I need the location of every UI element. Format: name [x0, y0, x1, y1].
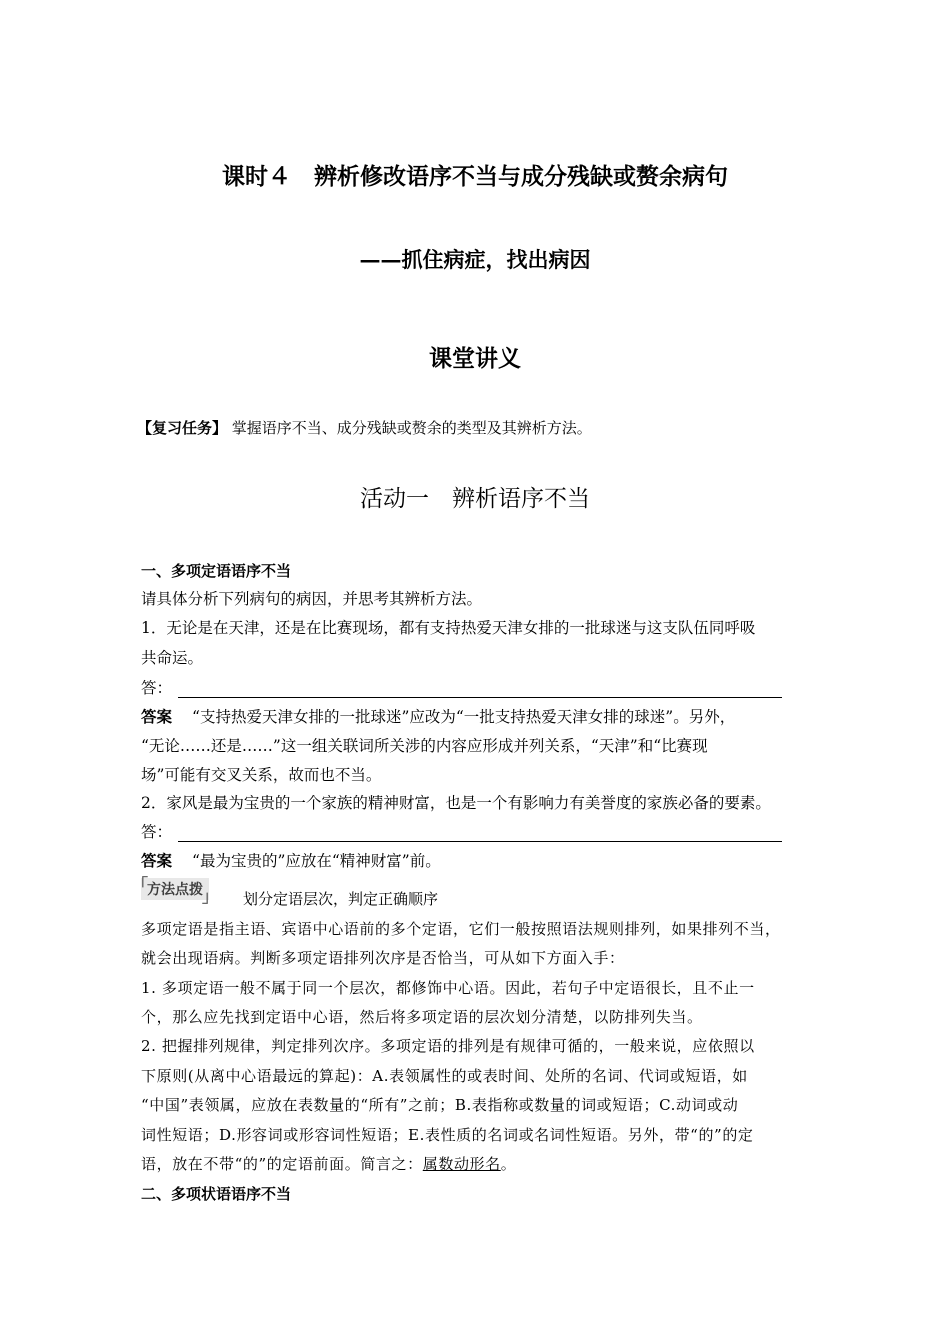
- question-2-line-1: 2．家风是最为宝贵的一个家族的精神财富，也是一个有影响力有美誉度的家族必备的要素。: [141, 794, 771, 812]
- review-task: [137, 417, 592, 438]
- method-line-7: “中国”表领属，应放在表数量的“所有”之前；B.表指称或数量的词或短语；C.动词或动: [141, 1096, 739, 1114]
- answer-2-line-1: 答案 “最为宝贵的”应放在“精神财富”前。: [141, 852, 441, 870]
- method-line-8: 词性短语；D.形容词或形容词性短语；E.表性质的名词或名词性短语。另外，带“的”的定: [141, 1126, 754, 1144]
- answer-label: 答案: [141, 708, 173, 726]
- page-title: 课时４ 辨析修改语序不当与成分残缺或赘余病句: [222, 164, 728, 190]
- question-1-line-1: 1．无论是在天津，还是在比赛现场，都有支持热爱天津女排的一批球迷与这支队伍同呼吸: [141, 619, 756, 637]
- part1-heading: 一、多项定语语序不当: [141, 562, 292, 580]
- review-label: 【复习任务】: [137, 419, 228, 437]
- answer-1-line-1: 答案 “支持热爱天津女排的一批球迷”应改为“一批支持热爱天津女排的球迷”。另外，: [141, 708, 736, 726]
- method-summary: 属数动形名: [422, 1155, 501, 1173]
- answer-prompt: 答：: [141, 679, 173, 697]
- page-subtitle: ——抓住病症，找出病因: [359, 247, 591, 272]
- answer-blank-2[interactable]: [178, 827, 782, 842]
- part1-intro: 请具体分析下列病句的病因，并思考其辨析方法。: [141, 590, 483, 608]
- method-badge: 「 方法点拨 」: [141, 878, 209, 900]
- method-title: 划分定语层次，判定正确顺序: [243, 890, 439, 908]
- answer-1-line-2: “无论……还是……”这一组关联词所关涉的内容应形成并列关系，“天津”和“比赛现: [141, 737, 708, 755]
- method-line-4: 个，那么应先找到定语中心语，然后将多项定语的层次划分清楚，以防排列失当。: [141, 1008, 703, 1026]
- question-1-line-2: 共命运。: [141, 649, 204, 667]
- section-title: 课堂讲义: [429, 346, 521, 372]
- answer-field-1[interactable]: [141, 676, 782, 698]
- method-line-3: 1. 多项定语一般不属于同一个层次，都修饰中心语。因此，若句子中定语很长，且不止一: [141, 979, 755, 997]
- answer-field-2[interactable]: [141, 820, 782, 842]
- activity-title: 活动一 辨析语序不当: [360, 486, 590, 512]
- method-line-6: 下原则(从离中心语最远的算起)：A.表领属性的或表时间、处所的名词、代词或短语，如: [141, 1067, 748, 1085]
- review-text: 掌握语序不当、成分残缺或赘余的类型及其辨析方法。: [231, 419, 592, 437]
- method-line-5: 2. 把握排列规律，判定排列次序。多项定语的排列是有规律可循的，一般来说，应依照以: [141, 1037, 755, 1055]
- method-line-9: 语，放在不带“的”的定语前面。简言之：属数动形名。: [141, 1155, 517, 1173]
- part2-heading: 二、多项状语语序不当: [141, 1185, 292, 1203]
- method-line-2: 就会出现语病。判断多项定语排列次序是否恰当，可从如下方面入手：: [141, 949, 625, 967]
- answer-1-line-3: 场”可能有交叉关系，故而也不当。: [141, 766, 382, 784]
- answer-blank-1[interactable]: [178, 683, 782, 698]
- answer-label: 答案: [141, 852, 173, 870]
- answer-prompt: 答：: [141, 823, 173, 841]
- method-line-1: 多项定语是指主语、宾语中心语前的多个定语，它们一般按照语法规则排列，如果排列不当，: [141, 920, 781, 938]
